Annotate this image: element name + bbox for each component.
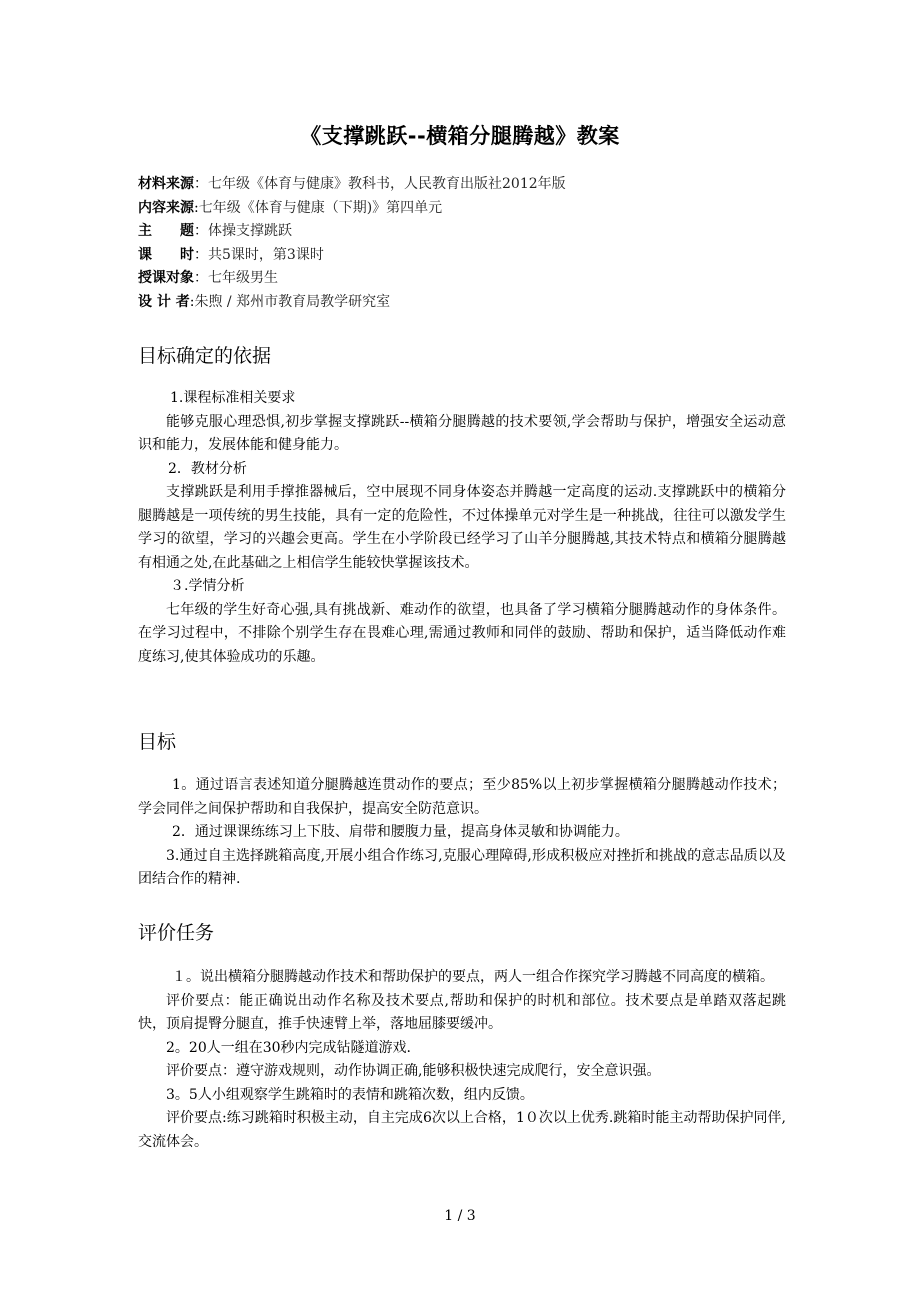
task-item: 3。5人小组观察学生跳箱时的表情和跳箱次数，组内反馈。 (166, 1086, 534, 1103)
task-item: 2。20人一组在30秒内完成钻隧道游戏. (166, 1039, 411, 1056)
meta-label: 主 题 (138, 223, 194, 239)
meta-info (138, 173, 566, 314)
meta-row-designer: 设 计 者:朱煦 / 郑州市教育局教学研究室 (138, 293, 391, 310)
meta-row-topic: 主 题：体操支撑跳跃 (138, 223, 292, 239)
meta-value: 七年级《体育与健康》教科书，人民教育出版社2012年版 (208, 176, 566, 192)
meta-value: 七年级男生 (208, 270, 278, 286)
evaluation-point: 评价要点：能正确说出动作名称及技术要点,帮助和保护的时机和部位。技术要点是单踏双落起跳快，顶肩提臀分腿直，推手快速臂上举，落地屈膝要缓冲。 (138, 992, 786, 1032)
meta-row-audience: 授课对象：七年级男生 (138, 270, 278, 286)
section-goals-body (138, 774, 786, 892)
task-item: １。说出横箱分腿腾越动作技术和帮助保护的要点，两人一组合作探究学习腾越不同高度的横箱。 (172, 969, 774, 985)
section-basis-body (138, 387, 786, 669)
section-evaluation-body (138, 966, 786, 1154)
evaluation-point: 评价要点:练习跳箱时积极主动，自主完成6次以上合格，1０次以上优秀.跳箱时能主动帮助保护同伴,交流体会。 (138, 1110, 786, 1150)
meta-value: 体操支撑跳跃 (208, 223, 292, 239)
meta-label: 设 计 者 (138, 293, 190, 310)
evaluation-point: 评价要点：遵守游戏规则，动作协调正确,能够积极快速完成爬行，安全意识强。 (166, 1063, 661, 1079)
goal-item: 3.通过自主选择跳箱高度,开展小组合作练习,克服心理障碍,形成积极应对挫折和挑战的意志品质以及团结合作的精神. (138, 847, 786, 887)
meta-label: 课 时 (138, 246, 194, 263)
subheading: 1.课程标准相关要求 (170, 390, 296, 406)
meta-value: 七年级《体育与健康（下期)》第四单元 (198, 199, 443, 216)
subheading: ３.学情分析 (170, 578, 245, 594)
paragraph: 七年级的学生好奇心强,具有挑战新、难动作的欲望，也具备了学习横箱分腿腾越动作的身体条件。在学习过程中，不排除个别学生存在畏难心理,需通过教师和同伴的鼓励、帮助和保护，适当降低动作难度练习,使其体验成功的乐趣。 (138, 601, 786, 665)
meta-label: 内容来源 (138, 199, 194, 216)
meta-label: 授课对象 (138, 270, 194, 286)
paragraph: 能够克服心理恐惧,初步掌握支撑跳跃--横箱分腿腾越的技术要领,学会帮助与保护，增强安全运动意识和能力，发展体能和健身能力。 (138, 413, 786, 453)
page-title: 《支撑跳跃--横箱分腿腾越》教案 (300, 124, 620, 148)
meta-label: 材料来源 (138, 176, 194, 192)
meta-value: 朱煦 / 郑州市教育局教学研究室 (194, 293, 391, 310)
section-heading-evaluation: 评价任务 (138, 922, 215, 944)
paragraph: 支撑跳跃是利用手撑推器械后，空中展现不同身体姿态并腾越一定高度的运动.支撑跳跃中的横箱分腿腾越是一项传统的男生技能，具有一定的危险性，不过体操单元对学生是一种挑战，往往可以激发学生学习的欲望，学习的兴趣会更高。学生在小学阶段已经学习了山羊分腿腾越,其技术特点和横箱分腿腾越有相通之处,在此基础之上相信学生能较快掌握该技术。 (138, 484, 786, 571)
meta-row-content: 内容来源:七年级《体育与健康（下期)》第四单元 (138, 199, 443, 216)
meta-row-hours: 课 时：共5课时，第3课时 (138, 246, 324, 263)
page-number: 1 / 3 (444, 1208, 476, 1224)
meta-row-source: 材料来源：七年级《体育与健康》教科书，人民教育出版社2012年版 (138, 176, 566, 192)
section-heading-goals: 目标 (138, 731, 177, 753)
subheading: 2．教材分析 (168, 460, 247, 477)
meta-value: 共5课时，第3课时 (208, 246, 324, 263)
goal-item: 2．通过课课练练习上下肢、肩带和腰腹力量，提高身体灵敏和协调能力。 (172, 824, 629, 840)
section-heading-basis: 目标确定的依据 (138, 345, 272, 367)
goal-item: 1。通过语言表述知道分腿腾越连贯动作的要点；至少85%以上初步掌握横箱分腿腾越动作技术；学会同伴之间保护帮助和自我保护，提高安全防范意识。 (138, 777, 786, 817)
